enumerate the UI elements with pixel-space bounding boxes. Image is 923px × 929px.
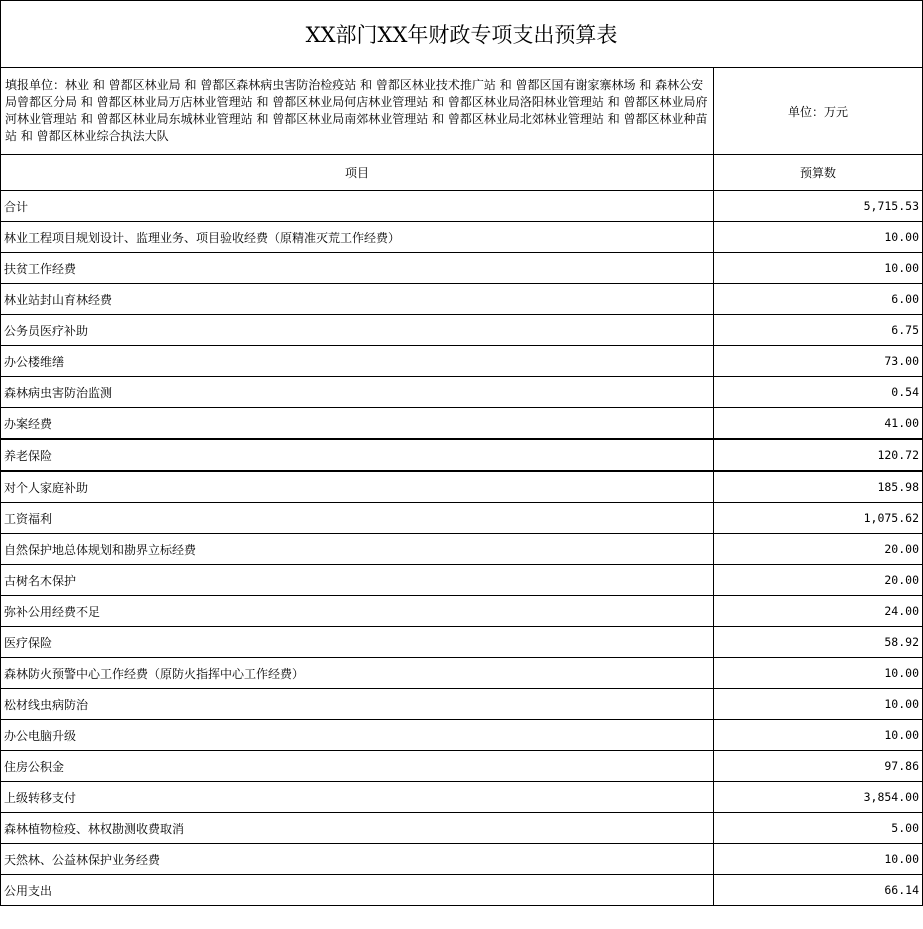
- row-item: 天然林、公益林保护业务经费: [1, 844, 714, 875]
- row-item: 弥补公用经费不足: [1, 596, 714, 627]
- row-item: 办案经费: [1, 408, 714, 440]
- row-amount: 97.86: [714, 751, 923, 782]
- row-amount: 20.00: [714, 534, 923, 565]
- row-amount: 1,075.62: [714, 503, 923, 534]
- row-amount: 73.00: [714, 346, 923, 377]
- table-row: [1, 658, 923, 689]
- table-row: [1, 689, 923, 720]
- table-row: [1, 191, 923, 222]
- table-row: [1, 503, 923, 534]
- column-header-item: 项目: [1, 155, 714, 191]
- row-item: 合计: [1, 191, 714, 222]
- table-row: [1, 408, 923, 440]
- unit-info-row: [1, 68, 923, 155]
- table-row: [1, 813, 923, 844]
- table-body: [1, 1, 923, 906]
- row-amount: 10.00: [714, 844, 923, 875]
- row-amount: 10.00: [714, 689, 923, 720]
- row-item: 办公楼维缮: [1, 346, 714, 377]
- row-amount: 6.00: [714, 284, 923, 315]
- row-item: 松材线虫病防治: [1, 689, 714, 720]
- column-header-amount: 预算数: [714, 155, 923, 191]
- row-item: 森林植物检疫、林权勘测收费取消: [1, 813, 714, 844]
- table-row: [1, 439, 923, 471]
- row-amount: 20.00: [714, 565, 923, 596]
- row-amount: 5.00: [714, 813, 923, 844]
- table-row: [1, 253, 923, 284]
- row-item: 林业站封山育林经费: [1, 284, 714, 315]
- row-amount: 120.72: [714, 439, 923, 471]
- row-item: 扶贫工作经费: [1, 253, 714, 284]
- row-item: 公务员医疗补助: [1, 315, 714, 346]
- row-item: 森林病虫害防治监测: [1, 377, 714, 408]
- row-amount: 0.54: [714, 377, 923, 408]
- row-item: 林业工程项目规划设计、监理业务、项目验收经费（原精准灭荒工作经费）: [1, 222, 714, 253]
- row-item: 古树名木保护: [1, 565, 714, 596]
- table-row: [1, 377, 923, 408]
- row-amount: 58.92: [714, 627, 923, 658]
- table-row: [1, 720, 923, 751]
- table-row: [1, 596, 923, 627]
- table-row: [1, 346, 923, 377]
- row-item: 工资福利: [1, 503, 714, 534]
- row-amount: 24.00: [714, 596, 923, 627]
- row-item: 养老保险: [1, 439, 714, 471]
- unit-label: 单位：万元: [714, 68, 923, 155]
- row-amount: 3,854.00: [714, 782, 923, 813]
- table-row: [1, 627, 923, 658]
- row-amount: 10.00: [714, 720, 923, 751]
- row-amount: 66.14: [714, 875, 923, 906]
- table-title: XX部门XX年财政专项支出预算表: [1, 1, 923, 68]
- row-amount: 10.00: [714, 222, 923, 253]
- table-row: [1, 782, 923, 813]
- row-item: 住房公积金: [1, 751, 714, 782]
- row-item: 医疗保险: [1, 627, 714, 658]
- table-row: [1, 875, 923, 906]
- row-item: 上级转移支付: [1, 782, 714, 813]
- row-amount: 10.00: [714, 658, 923, 689]
- filler-units: 填报单位：林业 和 曾都区林业局 和 曾都区森林病虫害防治检疫站 和 曾都区林业技术推广站 和 曾都区国有谢家寨林场 和 森林公安局曾都区分局 和 曾都区林业局万店林业管理站 和 曾都区林业局何店林业管理站 和 曾都区林业局洛阳林业管理站 和 曾都区林业局府河林业管理站 和 曾都区林业局东城林业管理站 和 曾都区林业局南郊林业管理站 和 曾都区林业局北郊林业管理站 和 曾都区林业种苗站 和 曾都区林业综合执法大队: [1, 68, 714, 155]
- row-item: 办公电脑升级: [1, 720, 714, 751]
- title-row: [1, 1, 923, 68]
- table-row: [1, 565, 923, 596]
- table-row: [1, 315, 923, 346]
- row-item: 对个人家庭补助: [1, 471, 714, 503]
- row-amount: 41.00: [714, 408, 923, 440]
- row-item: 公用支出: [1, 875, 714, 906]
- table-row: [1, 222, 923, 253]
- header-row: [1, 155, 923, 191]
- row-amount: 6.75: [714, 315, 923, 346]
- row-amount: 185.98: [714, 471, 923, 503]
- table-row: [1, 471, 923, 503]
- table-row: [1, 751, 923, 782]
- table-row: [1, 534, 923, 565]
- row-item: 自然保护地总体规划和勘界立标经费: [1, 534, 714, 565]
- row-amount: 5,715.53: [714, 191, 923, 222]
- table-row: [1, 844, 923, 875]
- row-item: 森林防火预警中心工作经费（原防火指挥中心工作经费）: [1, 658, 714, 689]
- table-row: [1, 284, 923, 315]
- row-amount: 10.00: [714, 253, 923, 284]
